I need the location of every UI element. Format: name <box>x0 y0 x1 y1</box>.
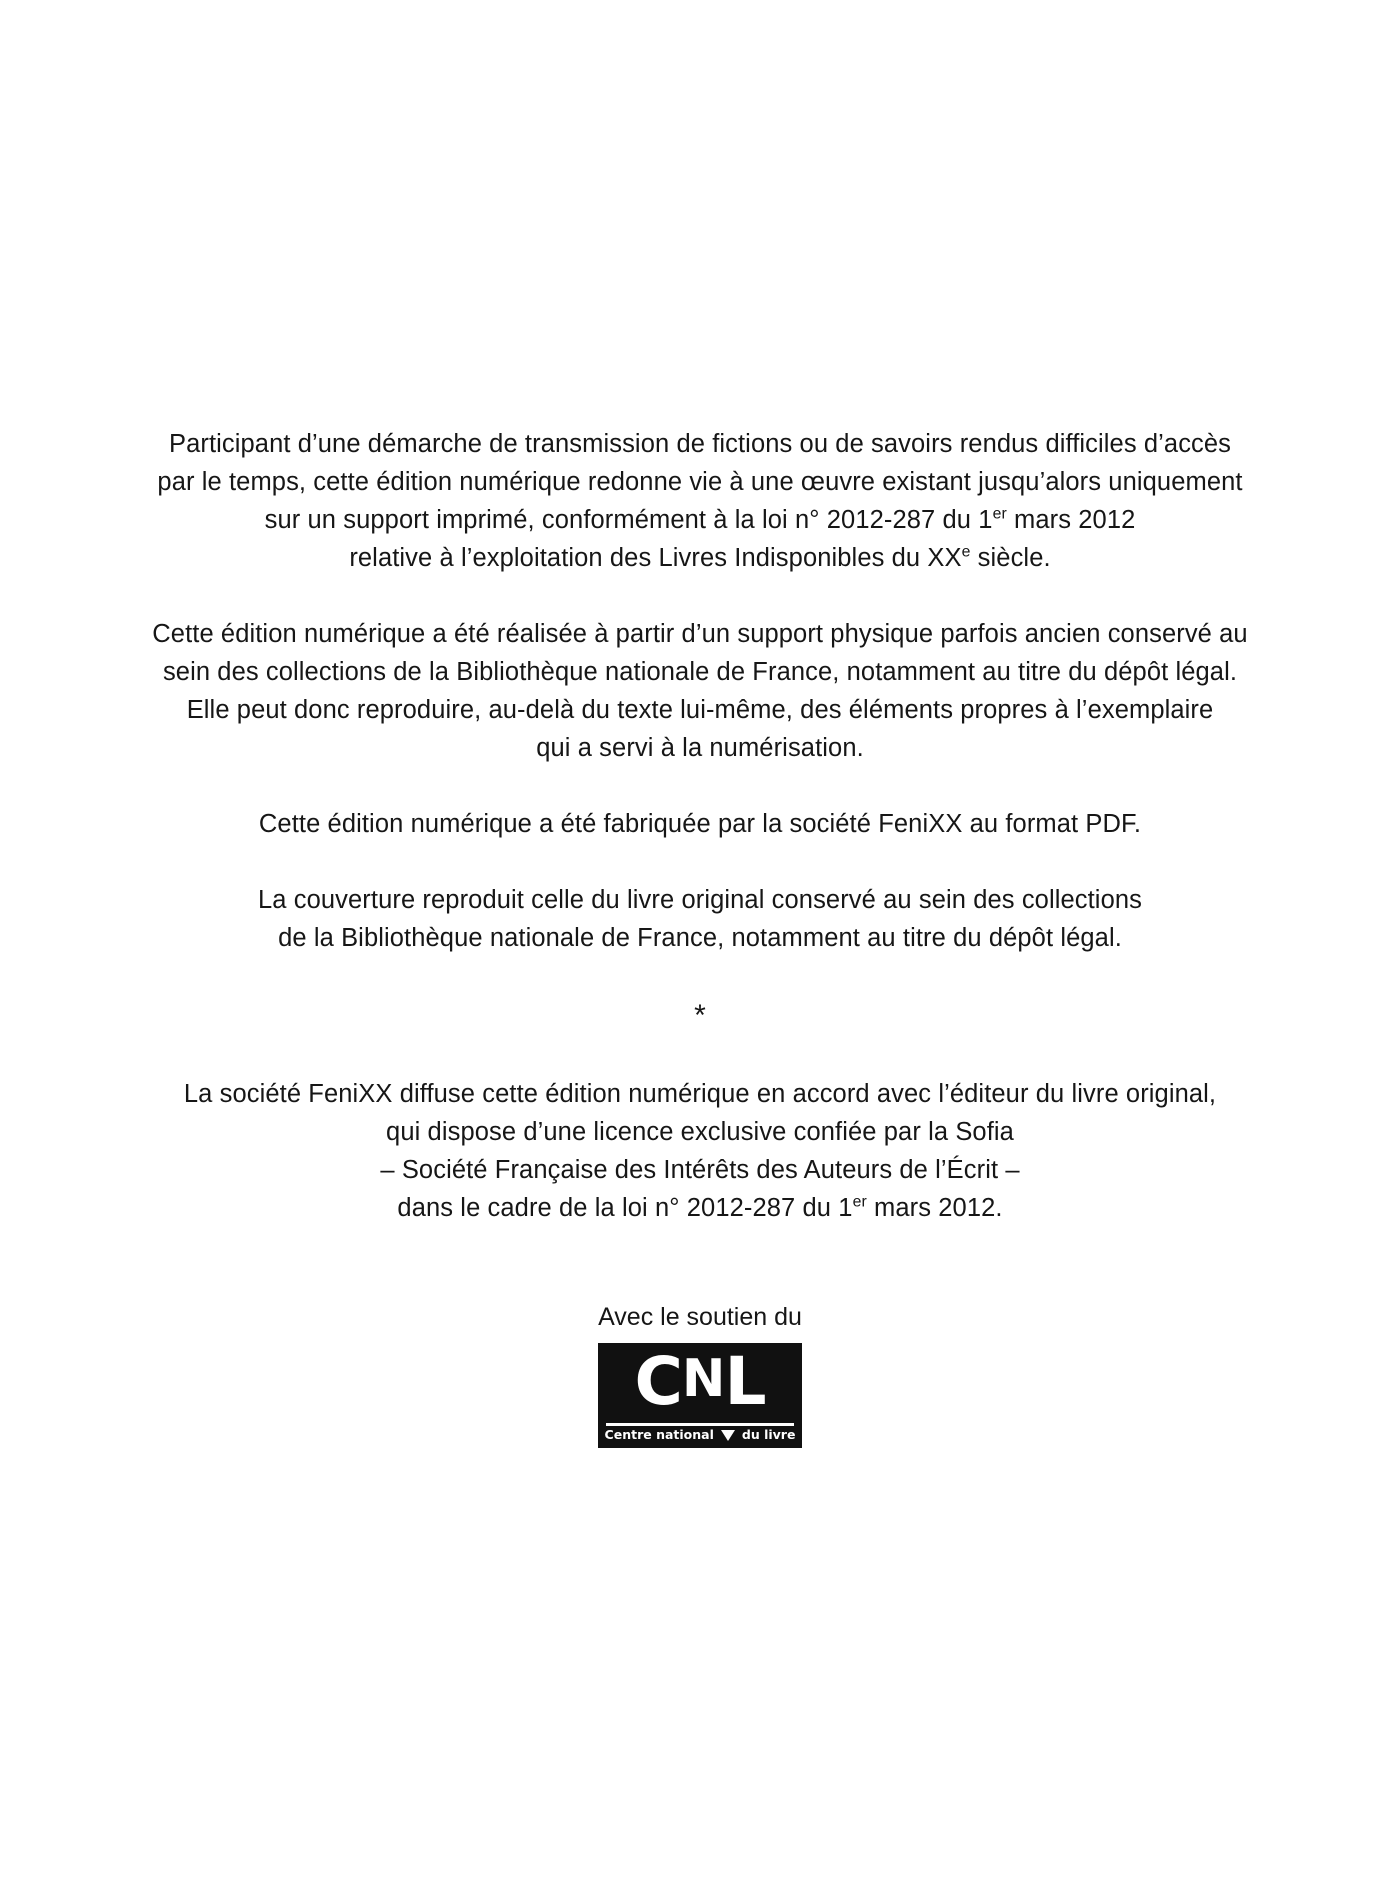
line-4a: dans le cadre de la loi n° <box>397 1194 687 1222</box>
line-3: – Société Française des Intérêts des Auteurs de l’Écrit – <box>380 1156 1020 1184</box>
cnl-letter-c: C <box>634 1343 682 1420</box>
cnl-acronym <box>598 1343 802 1420</box>
line-2: par le temps, cette édition numérique redonne vie à une œuvre existant jusqu’alors uniquement <box>157 468 1243 496</box>
line-4: qui a servi à la numérisation. <box>536 734 864 762</box>
line-4c <box>867 1194 874 1222</box>
cnl-subtitle-right: du livre <box>741 1427 796 1442</box>
paragraph-physical-source-notice <box>140 615 1260 767</box>
line-2: sein des collections de la Bibliothèque nationale de France, notamment au titre du dépôt légal. <box>162 658 1238 686</box>
law-day-suffix: er <box>992 505 1007 523</box>
law-day-suffix: er <box>852 1193 867 1211</box>
law-day: 1 <box>978 506 993 534</box>
cnl-subtitle <box>598 1426 802 1444</box>
line-3: Elle peut donc reproduire, au-delà du texte lui-même, des éléments propres à l’exemplaire <box>186 696 1214 724</box>
line-2: de la Bibliothèque nationale de France, notamment au titre du dépôt légal. <box>278 924 1122 952</box>
paragraph-transmission-notice <box>140 425 1260 577</box>
cnl-letter-n: N <box>681 1349 725 1409</box>
century-suffix: e <box>961 543 971 561</box>
line-3b: du <box>935 506 979 534</box>
support-label: Avec le soutien du <box>598 1303 802 1331</box>
document-body <box>0 425 1400 1448</box>
line-1: Cette édition numérique a été réalisée à partir d’un support physique parfois ancien conservé au <box>152 620 1248 648</box>
law-month-year: mars 2012 <box>1014 506 1136 534</box>
line-1: La société FeniXX diffuse cette édition numérique en accord avec l’éditeur du livre original, <box>183 1080 1217 1108</box>
law-number: 2012-287 <box>686 1194 796 1222</box>
paragraph-distribution-notice <box>140 1075 1260 1227</box>
section-separator: * <box>694 999 706 1032</box>
line-2: qui dispose d’une licence exclusive confiée par la Sofia <box>386 1118 1014 1146</box>
line-3a: sur un support imprimé, conformément à la loi n° <box>264 506 827 534</box>
line-1: Cette édition numérique a été fabriquée par la société FeniXX au format PDF. <box>258 810 1142 838</box>
cnl-subtitle-left: Centre national <box>604 1427 714 1442</box>
paragraph-manufacturer-notice <box>140 805 1260 843</box>
line-4d: . <box>995 1194 1003 1222</box>
line-4b: siècle. <box>970 544 1051 572</box>
law-month-year: mars 2012 <box>874 1194 996 1222</box>
century-number: XX <box>927 544 962 572</box>
cnl-letter-l: L <box>724 1343 766 1420</box>
line-3c <box>1007 506 1014 534</box>
triangle-icon <box>721 1430 735 1441</box>
line-4a: relative à l’exploitation des Livres Indisponibles du <box>349 544 928 572</box>
paragraph-cover-notice <box>140 881 1260 957</box>
line-1: La couverture reproduit celle du livre original conservé au sein des collections <box>258 886 1142 914</box>
law-day: 1 <box>838 1194 853 1222</box>
cnl-logo <box>598 1343 802 1448</box>
support-section <box>598 1301 802 1448</box>
line-4b: du <box>795 1194 839 1222</box>
law-number: 2012-287 <box>826 506 936 534</box>
line-1: Participant d’une démarche de transmission de fictions ou de savoirs rendus difficiles d’accès <box>168 430 1232 458</box>
